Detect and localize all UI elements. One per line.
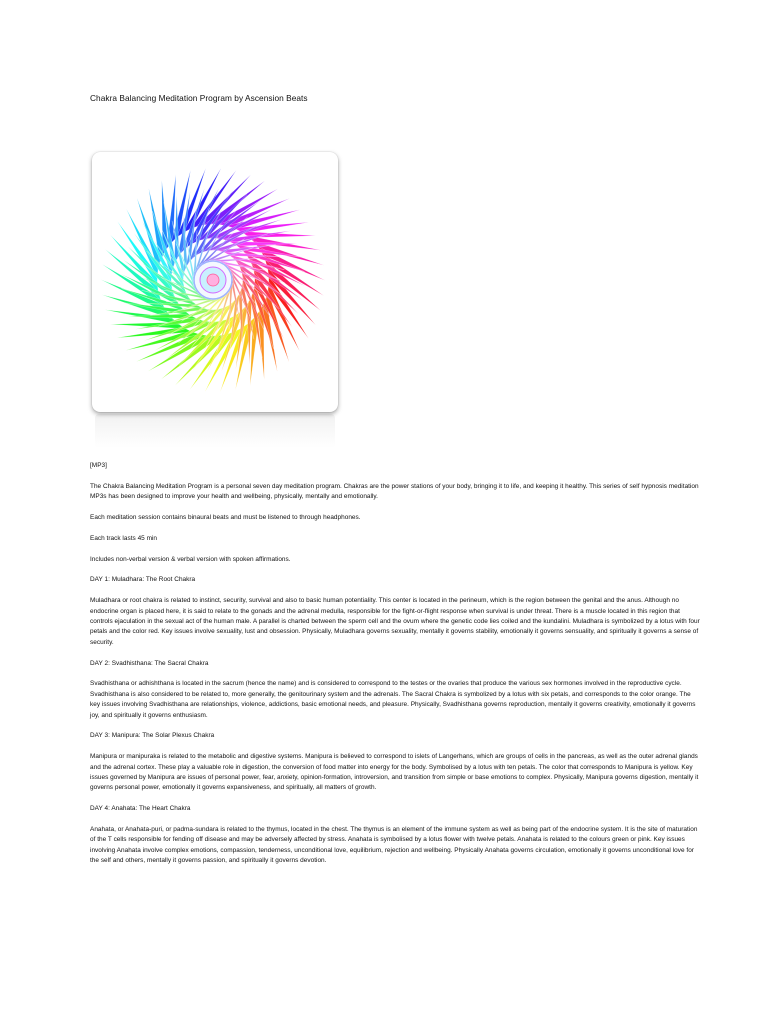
versions-note: Includes non-verbal version & verbal version with spoken affirmations. — [90, 555, 291, 563]
day-paragraph: Muladhara or root chakra is related to instinct, security, survival and also to basic human potentiality. This center is located in the perineum, which is the region between the genital and the anus. Although no endocrine organ is placed here, it is said to relate to the gonads and the adrenal medulla, responsible for the fight-or-flight response when survival is under threat. There is a muscle located in this region that controls ejaculation in the sexual act of the human male. A parallel is charted between the sperm cell and the ovum where the genetic code lies coiled and the kundalini. Muladhara is symbolized by a lotus with four petals and the color red. Key issues involve sexuality, lust and obsession. Physically, Muladhara governs sexuality, mentally it governs stability, emotionally it governs sensuality, and spiritually it governs a sense of security. — [90, 597, 700, 646]
day-heading: DAY 2: Svadhisthana: The Sacral Chakra — [90, 659, 209, 667]
document-title: Chakra Balancing Meditation Program by Ascension Beats — [90, 93, 308, 103]
day-paragraph: Manipura or manipuraka is related to the metabolic and digestive systems. Manipura is believed to correspond to islets of Langerhans, which are groups of cells in the pancreas, as well as the outer adrenal glands and the adrenal cortex. These play a valuable role in digestion, the conversion of food matter into energy for the body. Symbolised by a lotus with ten petals. The color that corresponds to Manipura is yellow. Key issues governed by Manipura are issues of personal power, fear, anxiety, opinion-formation, introversion, and transition from simple or base emotions to complex. Physically, Manipura governs digestion, mentally it governs personal power, emotionally it governs expansiveness, and spiritually, all matters of growth. — [90, 753, 699, 792]
day-paragraph: Svadhisthana or adhishthana is located in the sacrum (hence the name) and is considered to correspond to the testes or the ovaries that produce the various sex hormones involved in the reproductive cycle. Svadhisthana is also considered to be related to, more generally, the genitourinary system and the adrenals. The Sacral Chakra is symbolized by a lotus with six petals, and corresponds to the color orange. The key issues involving Svadhisthana are relationships, violence, addictions, basic emotional needs, and pleasure. Physically, Svadhisthana governs reproduction, mentally it governs creativity, emotionally it governs joy, and spiritually it governs enthusiasm. — [90, 680, 696, 719]
mandala-center-symbol — [207, 274, 219, 286]
day-paragraph: Anahata, or Anahata-puri, or padma-sundara is related to the thymus, located in the chest. The thymus is an element of the immune system as well as being part of the endocrine system. It is the site of maturation of the T cells responsible for fending off disease and may be adversely affected by stress. Anahata is symbolised by a lotus flower with twelve petals. Anahata is related to the colours green or pink. Key issues involving Anahata involve complex emotions, compassion, tenderness, unconditional love, equilibrium, rejection and wellbeing. Physically Anahata governs circulation, emotionally it governs unconditional love for the self and others, mentally it governs passion, and spiritually it governs devotion. — [90, 826, 698, 865]
session-note: Each meditation session contains binaural beats and must be listened to through headphones. — [90, 514, 361, 521]
chakra-mandala-image — [92, 152, 338, 448]
format-tag: [MP3] — [90, 462, 107, 469]
track-length: Each track lasts 45 min — [90, 534, 158, 542]
day-heading: DAY 1: Muladhara: The Root Chakra — [90, 576, 196, 584]
day-heading: DAY 3: Manipura: The Solar Plexus Chakra — [90, 732, 215, 740]
document-body — [90, 461, 702, 877]
day-heading: DAY 4: Anahata: The Heart Chakra — [90, 805, 191, 813]
image-reflection — [95, 414, 335, 448]
rainbow-mandala-graphic — [92, 152, 338, 412]
intro-paragraph: The Chakra Balancing Meditation Program is a personal seven day meditation program. Chakras are the power stations of your body, bringing it to life, and keeping it healthy. This series of self hypnosis meditation MP3s has been designed to improve your health and wellbeing, physically, mentally and emotionally. — [90, 482, 699, 501]
